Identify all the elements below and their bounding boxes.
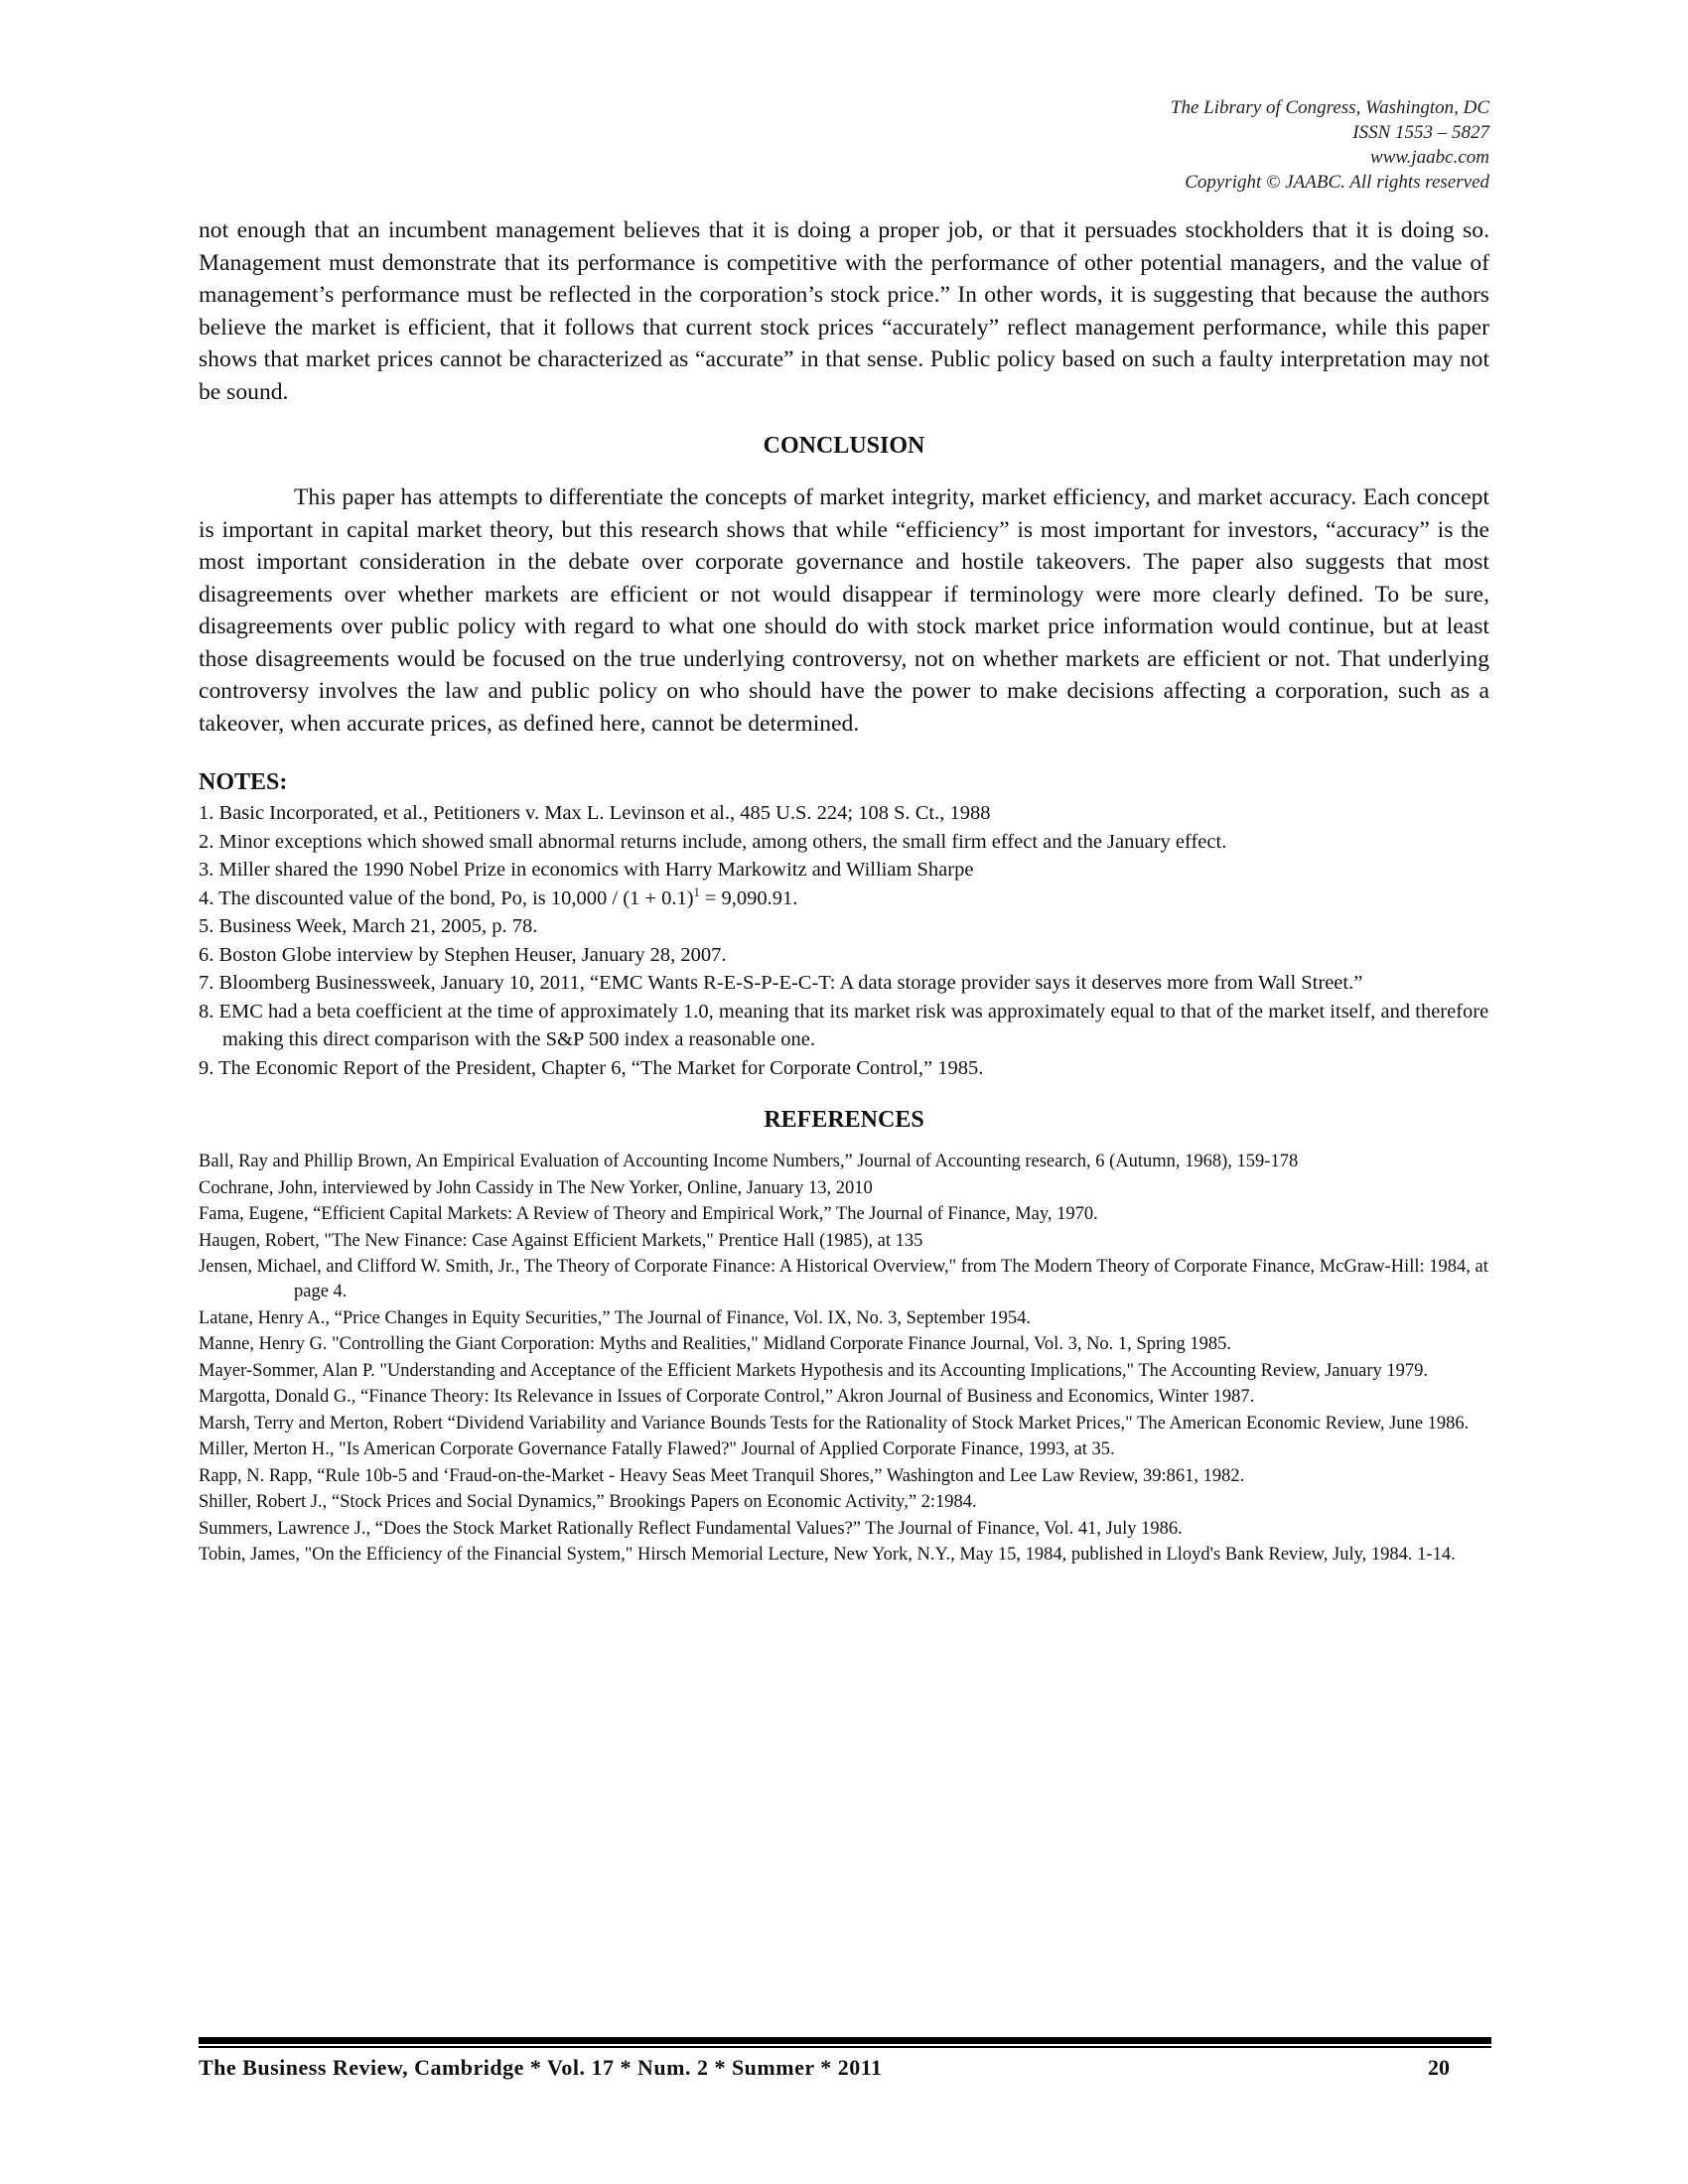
note-4-result: = 9,090.91. [699, 887, 798, 909]
reference-item: Tobin, James, "On the Efficiency of the Financial System," Hirsch Memorial Lecture, New York, N.Y., May 15, 1984, published in Lloyd's Bank Review, July, 1984. 1-14. [199, 1545, 1456, 1565]
references-title: REFERENCES [764, 1107, 924, 1133]
reference-item: Haugen, Robert, "The New Finance: Case Against Efficient Markets," Prentice Hall (1985), at 135 [199, 1230, 923, 1251]
reference-item: Summers, Lawrence J., “Does the Stock Market Rationally Reflect Fundamental Values?” The Journal of Finance, Vol. 41, July 1986. [199, 1518, 1183, 1539]
note-item: 3. Miller shared the 1990 Nobel Prize in economics with Harry Markowitz and William Sharpe [199, 859, 974, 881]
reference-item: Cochrane, John, interviewed by John Cassidy in The New Yorker, Online, January 13, 2010 [199, 1177, 873, 1198]
notes-title: NOTES: [199, 769, 288, 795]
notes-list [199, 799, 1489, 1082]
page-number: 20 [1428, 2055, 1450, 2080]
header-issn: ISSN 1553 – 5827 [1352, 122, 1489, 143]
note-item [199, 885, 1489, 913]
reference-item: Latane, Henry A., “Price Changes in Equity Securities,” The Journal of Finance, Vol. IX, No. 3, September 1954. [199, 1307, 1031, 1328]
reference-item: Manne, Henry G. "Controlling the Giant Corporation: Myths and Realities," Midland Corporate Finance Journal, Vol. 3, No. 1, Spring 1985. [199, 1334, 1232, 1354]
references-list [199, 1150, 1489, 1568]
reference-item: Miller, Merton H., "Is American Corporate Governance Fatally Flawed?" Journal of Applied Corporate Finance, 1993, at 35. [199, 1439, 1115, 1459]
conclusion-title: CONCLUSION [763, 433, 925, 459]
reference-item: Fama, Eugene, “Efficient Capital Markets: A Review of Theory and Empirical Work,” The Journal of Finance, May, 1970. [199, 1204, 1098, 1224]
note-item: 9. The Economic Report of the President, Chapter 6, “The Market for Corporate Control,” 1985. [199, 1056, 984, 1079]
note-4-text: 4. The discounted value of the bond, Po, is 10,000 / (1 + 0.1) [199, 887, 694, 909]
note-item: 8. EMC had a beta coefficient at the time of approximately 1.0, meaning that its market risk was approximately equal to that of the market itself, and therefore making this direct comparison with the S&P 500 index a reasonable one. [199, 1000, 1489, 1050]
header-website: www.jaabc.com [1370, 147, 1489, 168]
header-library: The Library of Congress, Washington, DC [1170, 97, 1489, 118]
footer-rule-thick [199, 2037, 1491, 2044]
header-copyright: Copyright © JAABC. All rights reserved [1185, 172, 1489, 193]
reference-item: Shiller, Robert J., “Stock Prices and Social Dynamics,” Brookings Papers on Economic Activity,” 2:1984. [199, 1492, 977, 1512]
footer-rule-thin [199, 2046, 1491, 2048]
note-4-exponent: 1 [693, 885, 700, 899]
footer-journal-info: The Business Review, Cambridge * Vol. 17 * Num. 2 * Summer * 2011 [199, 2055, 883, 2080]
conclusion-paragraph: This paper has attempts to differentiate the concepts of market integrity, market efficiency, and market accuracy. Each concept is important in capital market theory, but this research shows that while “efficiency” is most important for investors, “accuracy” is the most important consideration in the debate over corporate governance and hostile takeovers. The paper also suggests that most disagreements over whether markets are efficient or not would disappear if terminology were more clearly defined. To be sure, disagreements over public policy with regard to what one should do with stock market price information would continue, but at least those disagreements would be focused on the true underlying controversy, not on whether markets are efficient or not. That underlying controversy involves the law and public policy on who should have the power to make decisions affecting a corporation, such as a takeover, when accurate prices, as defined here, cannot be determined. [199, 484, 1489, 737]
intro-paragraph: not enough that an incumbent management believes that it is doing a proper job, or that it persuades stockholders that it is doing so. Management must demonstrate that its performance is competitive with the performance of other potential managers, and the value of management’s performance must be reflected in the corporation’s stock price.” In other words, it is suggesting that because the authors believe the market is efficient, that it follows that current stock prices “accurately” reflect management performance, while this paper shows that market prices cannot be characterized as “accurate” in that sense. Public policy based on such a faulty interpretation may not be sound. [199, 217, 1489, 405]
note-item: 5. Business Week, March 21, 2005, p. 78. [199, 915, 538, 937]
reference-item: Ball, Ray and Phillip Brown, An Empirical Evaluation of Accounting Income Numbers,” Journal of Accounting research, 6 (Autumn, 1968), 159-178 [199, 1152, 1299, 1171]
page-body [199, 214, 1489, 1570]
reference-item: Mayer-Sommer, Alan P. "Understanding and Acceptance of the Efficient Markets Hypothesis and its Accounting Implications," The Accounting Review, January 1979. [199, 1360, 1428, 1381]
note-item: 2. Minor exceptions which showed small abnormal returns include, among others, the small firm effect and the January effect. [199, 830, 1227, 853]
reference-item: Margotta, Donald G., “Finance Theory: Its Relevance in Issues of Corporate Control,” Akron Journal of Business and Economics, Winter 1987. [199, 1387, 1255, 1407]
reference-item: Jensen, Michael, and Clifford W. Smith, Jr., The Theory of Corporate Finance: A Historical Overview," from The Modern Theory of Corporate Finance, McGraw-Hill: 1984, at page 4. [199, 1257, 1488, 1301]
reference-item: Rapp, N. Rapp, “Rule 10b-5 and ‘Fraud-on-the-Market - Heavy Seas Meet Tranquil Shores,” Washington and Lee Law Review, 39:861, 1982. [199, 1465, 1245, 1486]
note-item: 1. Basic Incorporated, et al., Petitioners v. Max L. Levinson et al., 485 U.S. 224; 108 S. Ct., 1988 [199, 802, 991, 824]
note-item: 6. Boston Globe interview by Stephen Heuser, January 28, 2007. [199, 943, 727, 966]
note-item: 7. Bloomberg Businessweek, January 10, 2011, “EMC Wants R-E-S-P-E-C-T: A data storage provider says it deserves more from Wall Street.” [199, 972, 1363, 994]
reference-item: Marsh, Terry and Merton, Robert “Dividend Variability and Variance Bounds Tests for the Rationality of Stock Market Prices," The American Economic Review, June 1986. [199, 1413, 1470, 1433]
page-header [1171, 95, 1489, 195]
